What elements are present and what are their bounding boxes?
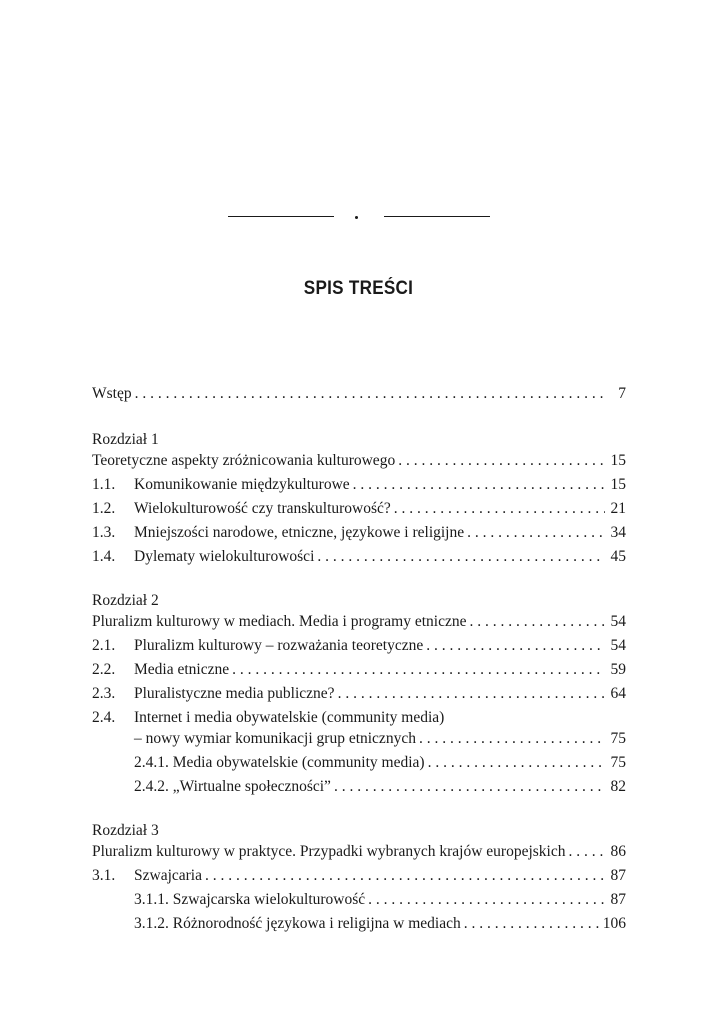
toc-entry-chapter-title (92, 841, 626, 862)
toc-entry-label: Media obywatelskie (community media) (172, 754, 425, 771)
toc-entry-label: Komunikowanie międzykulturowe (134, 476, 350, 493)
toc-entry-section (92, 707, 626, 728)
toc-leader-dots (419, 728, 605, 749)
toc-entry-label: „Wirtualne społeczności” (172, 778, 331, 795)
chapter-heading-label: Rozdział 3 (92, 822, 159, 839)
toc-entry-page: 7 (618, 385, 626, 402)
toc-entry-label: Wielokulturowość czy transkulturowość? (134, 500, 391, 517)
toc-entry-page: 75 (610, 730, 626, 747)
toc-entry-number: 3.1. (92, 867, 116, 884)
toc-entry-page: 82 (610, 778, 626, 795)
toc-entry-number: 2.4. (92, 709, 116, 726)
toc-entry-section (92, 683, 626, 704)
toc-entry-page: 54 (610, 613, 626, 630)
toc-entry-page: 59 (610, 661, 626, 678)
toc-entry-chapter-title (92, 611, 626, 632)
ornament-rule-right (384, 216, 490, 217)
toc-entry-label: Mniejszości narodowe, etniczne, językowe i religijne (134, 524, 465, 541)
toc-entry-label: Pluralizm kulturowy – rozważania teoretyczne (134, 637, 424, 654)
toc-entry-number: 2.2. (92, 661, 116, 678)
toc-leader-dots (334, 776, 605, 797)
toc-leader-dots (317, 546, 605, 567)
toc-entry-subsection (92, 913, 626, 934)
toc-entry-section-continuation (92, 728, 626, 749)
toc-entry-number: 1.1. (92, 476, 116, 493)
toc-entry-label: Internet i media obywatelskie (community media) (134, 709, 445, 726)
toc-entry-page: 87 (610, 891, 626, 908)
ornament-dot (355, 216, 358, 219)
toc-entry-page: 86 (610, 843, 626, 860)
toc-entry-page: 21 (610, 500, 626, 517)
toc-leader-dots (464, 913, 600, 934)
toc-entry-label: Wstęp (92, 385, 132, 402)
toc-entry-number: 1.4. (92, 548, 116, 565)
toc-entry-section (92, 498, 626, 519)
toc-leader-dots (232, 659, 605, 680)
toc-entry-page: 75 (610, 754, 626, 771)
title-ornament (228, 214, 490, 220)
toc-entry-page: 64 (610, 685, 626, 702)
toc-entry-label: Różnorodność językowa i religijna w mediach (172, 915, 461, 932)
toc-entry-section (92, 635, 626, 656)
toc-leader-dots (428, 752, 605, 773)
toc-entry-number: 3.1.1. (134, 891, 169, 908)
toc-entry-label: Pluralizm kulturowy w praktyce. Przypadki wybranych krajów europejskich (92, 843, 566, 860)
chapter-heading-label: Rozdział 2 (92, 592, 159, 609)
toc-entry-page: 34 (610, 524, 626, 541)
toc-entry-number: 1.3. (92, 524, 116, 541)
toc-leader-dots (467, 522, 605, 543)
toc-entry-label: Media etniczne (134, 661, 230, 678)
toc-entry-subsection (92, 776, 626, 797)
toc-entry-number: 2.4.1. (134, 754, 169, 771)
toc-entry-chapter-title (92, 450, 626, 471)
toc-entry-page: 45 (610, 548, 626, 565)
toc-entry-section (92, 865, 626, 886)
toc-entry-page: 54 (610, 637, 626, 654)
toc-entry-subsection (92, 752, 626, 773)
toc-entry-label: Pluralistyczne media publiczne? (134, 685, 335, 702)
ornament-rule-left (228, 216, 334, 217)
toc-entry-label: Szwajcarska wielokulturowość (172, 891, 366, 908)
toc-entry-section (92, 474, 626, 495)
toc-entry-number: 1.2. (92, 500, 116, 517)
toc-entry-intro (92, 383, 626, 404)
toc-leader-dots (338, 683, 605, 704)
toc-leader-dots (353, 474, 605, 495)
toc-entry-label: Dylematy wielokulturowości (134, 548, 315, 565)
toc-leader-dots (394, 498, 605, 519)
toc-entry-section (92, 522, 626, 543)
toc-leader-dots (398, 450, 605, 471)
toc-entry-page: 15 (610, 476, 626, 493)
toc-leader-dots (426, 635, 605, 656)
toc-entry-number: 2.1. (92, 637, 116, 654)
toc-entry-number: 2.4.2. (134, 778, 169, 795)
toc-entry-page: 106 (602, 915, 626, 932)
toc-entry-label: Szwajcaria (134, 867, 202, 884)
chapter-heading-label: Rozdział 1 (92, 431, 159, 448)
toc-leader-dots (135, 383, 605, 404)
toc-leader-dots (568, 841, 605, 862)
toc-entry-page: 15 (610, 452, 626, 469)
toc-leader-dots (469, 611, 605, 632)
chapter-heading (92, 429, 626, 450)
page-title: SPIS TREŚCI (303, 278, 414, 299)
table-of-contents (92, 383, 626, 937)
toc-entry-label: Pluralizm kulturowy w mediach. Media i programy etniczne (92, 613, 467, 630)
toc-leader-dots (368, 889, 605, 910)
toc-entry-section (92, 546, 626, 567)
toc-entry-page: 87 (610, 867, 626, 884)
toc-entry-subsection (92, 889, 626, 910)
chapter-heading (92, 590, 626, 611)
toc-entry-label: Teoretyczne aspekty zróżnicowania kulturowego (92, 452, 396, 469)
chapter-heading (92, 820, 626, 841)
toc-entry-number: 2.3. (92, 685, 116, 702)
toc-entry-label-continued: – nowy wymiar komunikacji grup etnicznych (134, 730, 416, 747)
toc-entry-section (92, 659, 626, 680)
toc-entry-number: 3.1.2. (134, 915, 169, 932)
toc-leader-dots (205, 865, 605, 886)
